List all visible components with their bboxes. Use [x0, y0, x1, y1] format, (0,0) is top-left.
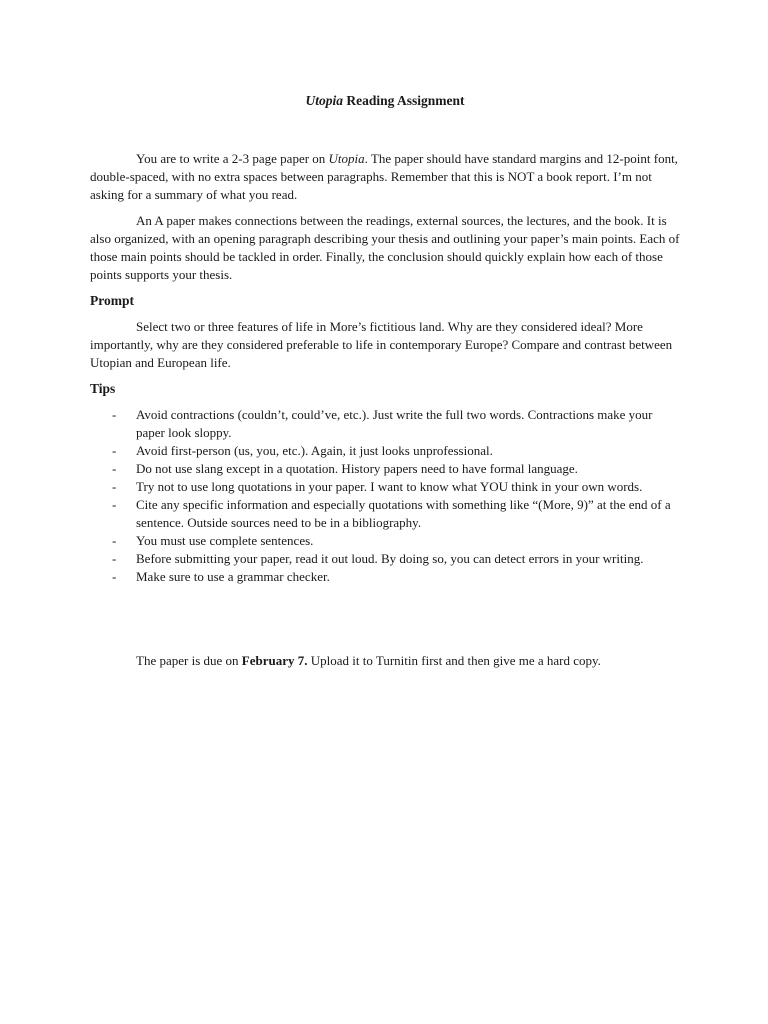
- bullet-dash: -: [112, 533, 117, 548]
- tip-text: Avoid first-person (us, you, etc.). Again, it just looks unprofessional.: [136, 443, 493, 458]
- intro-paragraph-2: An A paper makes connections between the readings, external sources, the lectures, and the book. It is also organized, with an opening paragraph describing your thesis and outlining your paper’s main points. Each of those main points should be tackled in order. Finally, the conclusion should quickly explain how each of those points supports your thesis.: [90, 213, 680, 282]
- due-after: Upload it to Turnitin first and then give me a hard copy.: [307, 653, 601, 668]
- list-item: [90, 550, 680, 568]
- list-item: [90, 568, 680, 586]
- bullet-dash: -: [112, 497, 117, 512]
- intro-p1-before: You are to write a 2-3 page paper on: [136, 151, 329, 166]
- tip-text: Before submitting your paper, read it out loud. By doing so, you can detect errors in your writing.: [136, 551, 644, 566]
- list-item: [90, 406, 680, 442]
- tip-text: You must use complete sentences.: [136, 533, 314, 548]
- prompt-text: Select two or three features of life in More’s fictitious land. Why are they considered ideal? More importantly, why are they considered preferable to life in contemporary Europe? Compare and contrast between Utopian and European life.: [90, 319, 673, 370]
- list-item: [90, 478, 680, 496]
- due-date: February 7.: [241, 653, 308, 668]
- bullet-dash: -: [112, 479, 117, 494]
- tip-text: Do not use slang except in a quotation. History papers need to have formal language.: [136, 461, 578, 476]
- tip-text: Avoid contractions (couldn’t, could’ve, etc.). Just write the full two words. Contractions make your paper look sloppy.: [136, 407, 653, 440]
- tip-text: Cite any specific information and especially quotations with something like “(More, 9)” at the end of a sentence. Outside sources need to be in a bibliography.: [136, 497, 671, 530]
- document-page: [90, 92, 680, 670]
- title-rest: Reading Assignment: [342, 93, 465, 108]
- bullet-dash: -: [112, 407, 117, 422]
- title-italic: Utopia: [305, 93, 343, 108]
- list-item: [90, 460, 680, 478]
- tip-text: Make sure to use a grammar checker.: [136, 569, 330, 584]
- intro-p1-after: . The paper should have standard margins and 12-point font, double-spaced, with no extra spaces between paragraphs. Remember that this is NOT a book report. I’m not asking for a summary of what you read.: [90, 151, 678, 202]
- tips-heading: Tips: [90, 381, 116, 396]
- document-title: [90, 92, 680, 110]
- intro-paragraph-1: [90, 150, 680, 204]
- list-item: [90, 442, 680, 460]
- tips-list: [90, 406, 680, 586]
- due-before: The paper is due on: [136, 653, 242, 668]
- intro-p1-italic: Utopia: [328, 151, 365, 166]
- bullet-dash: -: [112, 461, 117, 476]
- due-date-line: [90, 652, 680, 670]
- list-item: [90, 496, 680, 532]
- bullet-dash: -: [112, 569, 117, 584]
- tip-text: Try not to use long quotations in your paper. I want to know what YOU think in your own words.: [136, 479, 643, 494]
- list-item: [90, 532, 680, 550]
- prompt-heading: Prompt: [90, 293, 134, 308]
- bullet-dash: -: [112, 551, 117, 566]
- bullet-dash: -: [112, 443, 117, 458]
